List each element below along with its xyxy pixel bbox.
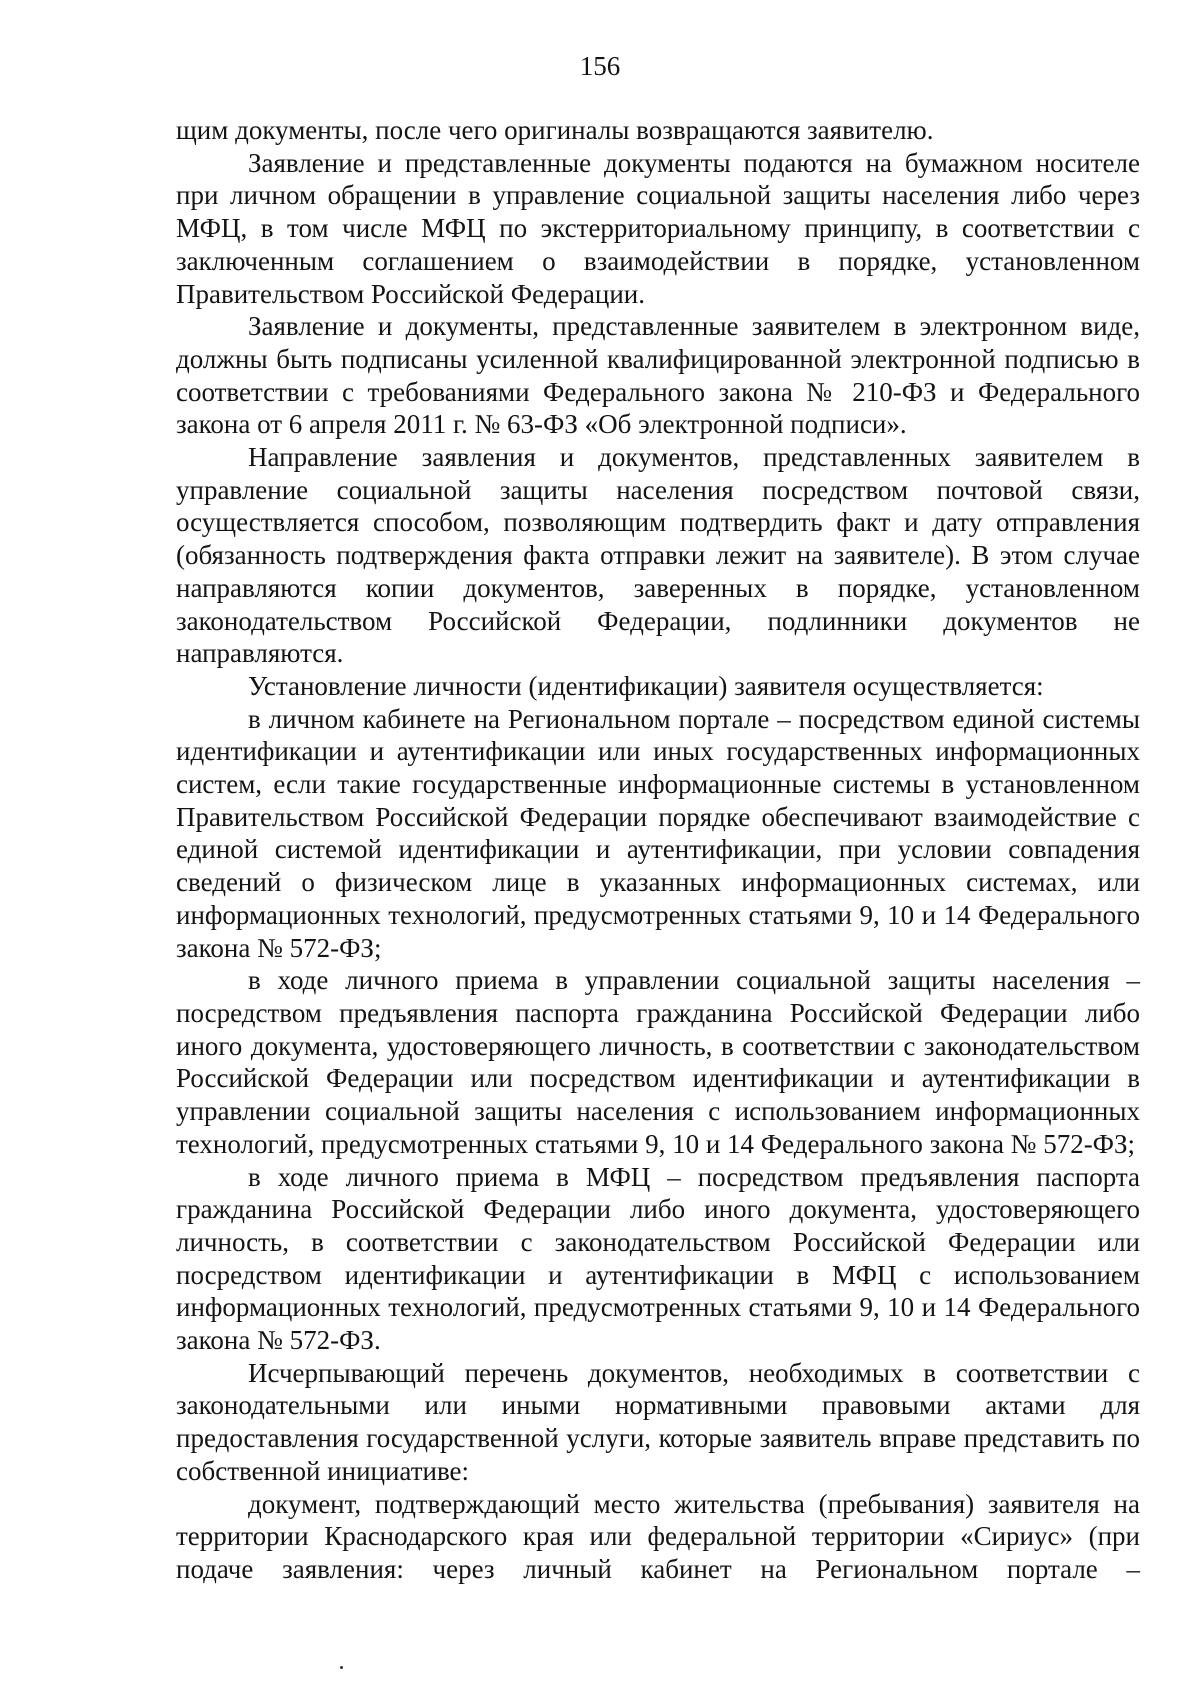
paragraph-submission-methods: Заявление и представленные документы подаются на бумажном носителе при личном обращении в управление социальной защиты населения либо через МФЦ, в том числе МФЦ по экстерриториальному принципу, в соответствии с заключенным соглашением о взаимодействии в порядке, установленном Правительством Российской Федерации. bbox=[176, 147, 1140, 309]
paragraph-postal-delivery: Направление заявления и документов, представленных заявителем в управление социальной защиты населения посредством почтовой связи, осуществляется способом, позволяющим подтвердить факт и дату отправления (обязанность подтверждения факта отправки лежит на заявителе). В этом случае направляются копии документов, заверенных в порядке, установленном законодательством Российской Федерации, подлинники документов не направляются. bbox=[176, 442, 1140, 669]
paragraph-identification-office: в ходе личного приема в управлении социальной защиты населения – посредством предъявления паспорта гражданина Российской Федерации либо иного документа, удостоверяющего личность, в соответствии с законодательством Российской Федерации или посредством идентификации и аутентификации в управлении социальной защиты населения с использованием информационных технологий, предусмотренных статьями 9, 10 и 14 Федерального закона № 572-ФЗ; bbox=[176, 965, 1140, 1159]
paragraph-continuation: щим документы, после чего оригиналы возвращаются заявителю. bbox=[176, 115, 934, 145]
scan-speck bbox=[340, 1666, 343, 1669]
paragraph-electronic-signature: Заявление и документы, представленные заявителем в электронном виде, должны быть подписаны усиленной квалифицированной электронной подписью в соответствии с требованиями Федерального закона № 210-ФЗ и Федерального закона от 6 апреля 2011 г. № 63-ФЗ «Об электронной подписи». bbox=[176, 311, 1140, 440]
paragraph-optional-documents: Исчерпывающий перечень документов, необходимых в соответствии с законодательными или иными нормативными правовыми актами для предоставления государственной услуги, которые заявитель вправе представить по собственной инициативе: bbox=[176, 1357, 1140, 1486]
paragraph-identification-mfc: в ходе личного приема в МФЦ – посредством предъявления паспорта гражданина Российской Федерации либо иного документа, удостоверяющего личность, в соответствии с законодательством Российской Федерации или посредством идентификации и аутентификации в МФЦ с использованием информационных технологий, предусмотренных статьями 9, 10 и 14 Федерального закона № 572-ФЗ. bbox=[176, 1161, 1140, 1356]
paragraph-residence-document: документ, подтверждающий место жительства (пребывания) заявителя на территории Краснодарского края или федеральной территории «Сириус» (при подаче заявления: через личный кабинет на Региональном портале – bbox=[176, 1488, 1140, 1584]
page-number: 156 bbox=[579, 51, 621, 81]
paragraph-identification-portal: в личном кабинете на Региональном портале – посредством единой системы идентификации и аутентификации или иных государственных информационных систем, если такие государственные информационные системы в установленном Правительством Российской Федерации порядке обеспечивают взаимодействие с единой системой идентификации и аутентификации, при условии совпадения сведений о физическом лице в указанных информационных системах, или информационных технологий, предусмотренных статьями 9, 10 и 14 Федерального закона № 572-ФЗ; bbox=[176, 703, 1140, 963]
paragraph-identification-intro: Установление личности (идентификации) заявителя осуществляется: bbox=[248, 670, 1044, 701]
document-body bbox=[176, 114, 1140, 1586]
